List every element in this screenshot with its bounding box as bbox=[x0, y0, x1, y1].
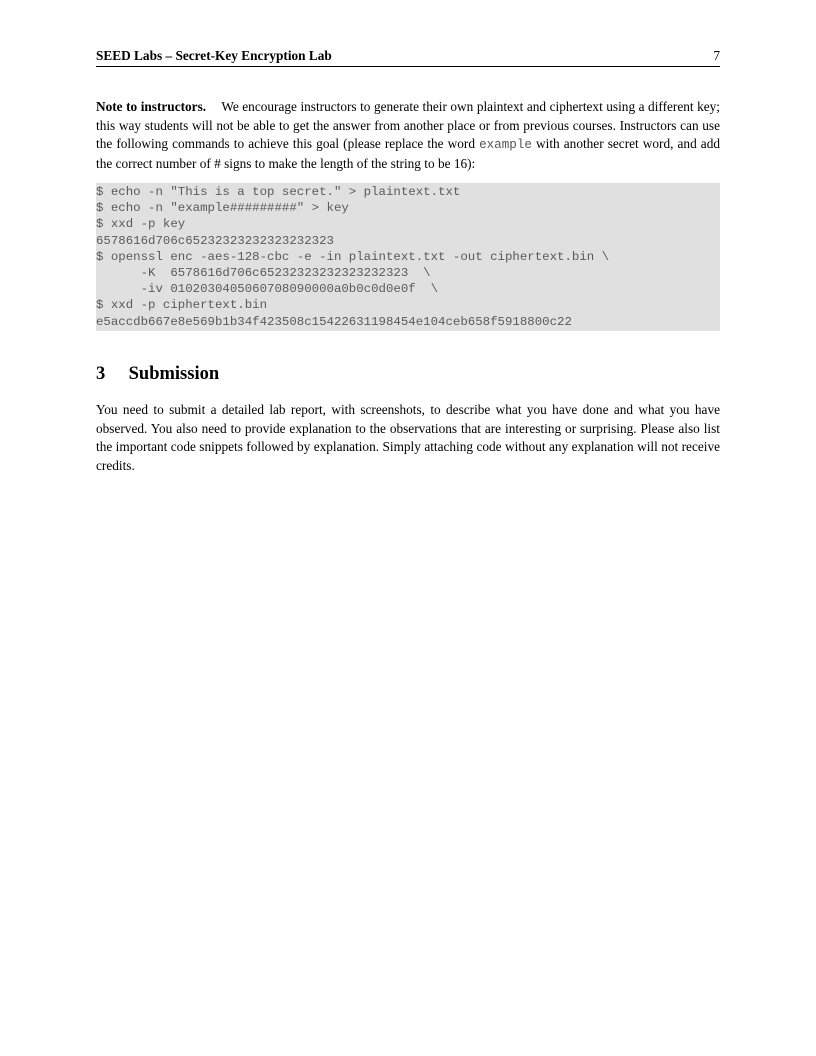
note-text: We encourage instructors to generate their own plaintext and ciphertext using a different key; this way students will not be able to get the answer from another place or from previous courses. Instructors can use the following commands to achieve this goal (please replace the word bbox=[96, 99, 720, 151]
code-line: $ echo -n "This is a top secret." > plaintext.txt bbox=[96, 185, 461, 199]
code-line: $ echo -n "example#########" > key bbox=[96, 201, 349, 216]
page-number: 7 bbox=[713, 48, 720, 63]
code-line: 6578616d706c65232323232323232323 bbox=[96, 233, 334, 248]
submission-paragraph: You need to submit a detailed lab report, with screenshots, to describe what you have done and what you have observed. You also need to provide explanation to the observations that are interesting or surprising. Please also list the important code snippets followed by explanation. Simply attaching code without any explanation will not receive credits. bbox=[96, 402, 720, 473]
page-header bbox=[96, 47, 720, 67]
instructor-note bbox=[96, 98, 720, 173]
code-line: $ xxd -p ciphertext.bin bbox=[96, 298, 268, 313]
code-line: $ xxd -p key bbox=[96, 217, 186, 232]
code-line: $ openssl enc -aes-128-cbc -e -in plaintext.txt -out ciphertext.bin \ bbox=[96, 249, 610, 264]
inline-code-example: example bbox=[479, 138, 532, 152]
code-line: -iv 0102030405060708090000a0b0c0d0e0f \ bbox=[96, 282, 439, 297]
code-listing bbox=[96, 183, 720, 331]
section-heading bbox=[96, 364, 219, 385]
note-text-continued: with another secret word, and add the correct number of # signs to make the length of the string to be 16): bbox=[96, 136, 720, 171]
section-number: 3 bbox=[96, 364, 106, 384]
header-title: SEED Labs – Secret-Key Encryption Lab bbox=[96, 48, 332, 63]
note-lead: Note to instructors. bbox=[96, 99, 207, 114]
code-line: -K 6578616d706c65232323232323232323 \ bbox=[96, 266, 431, 281]
section-title: Submission bbox=[128, 364, 220, 384]
code-line: e5accdb667e8e569b1b34f423508c15422631198454e104ceb658f5918800c22 bbox=[96, 314, 572, 329]
